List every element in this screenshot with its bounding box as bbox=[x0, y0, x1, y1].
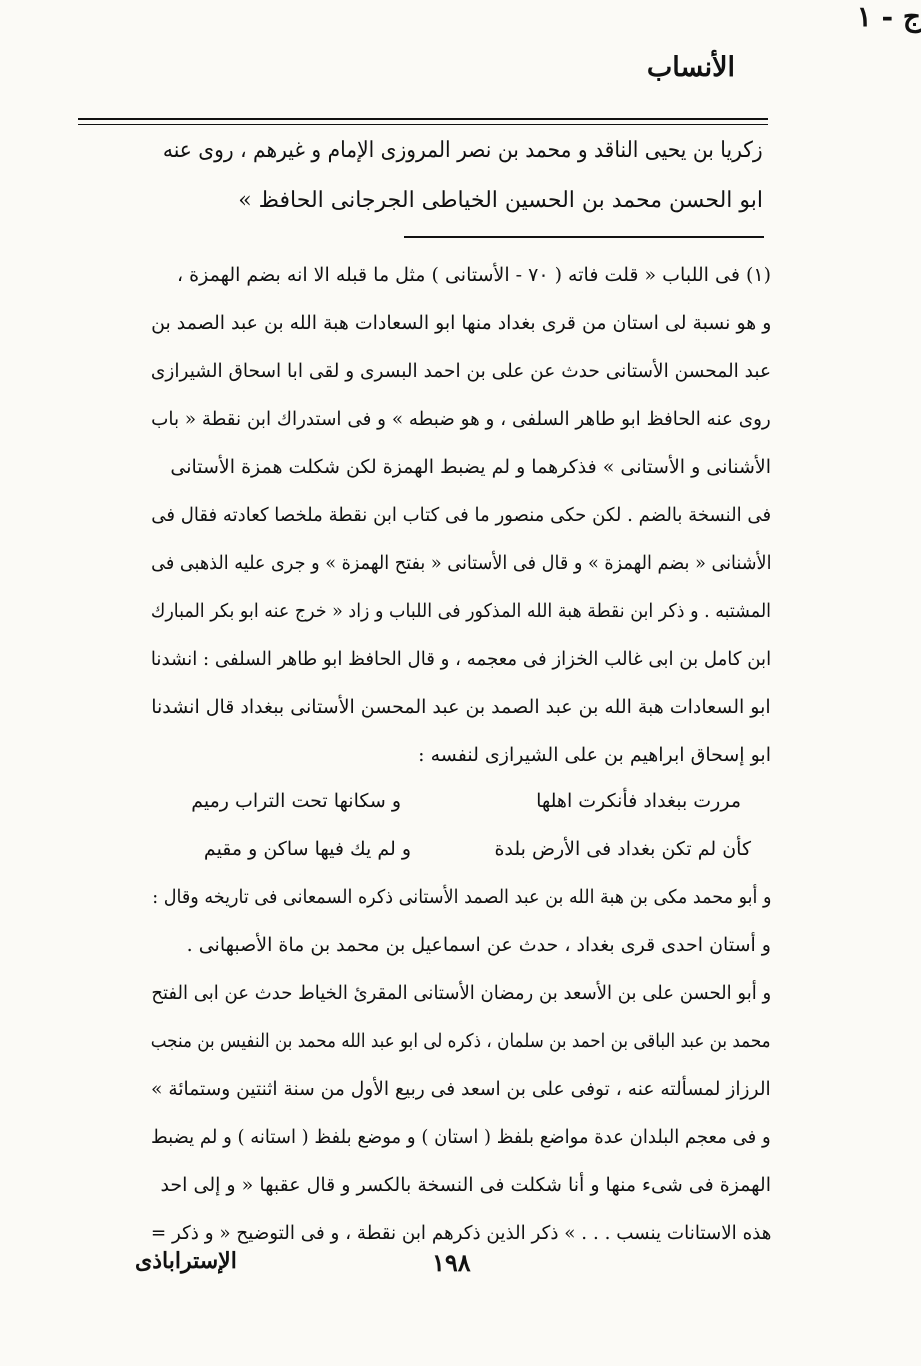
footnote-line: محمد بن عبد الباقى بن احمد بن سلمان ، ذكره لى ابو عبد الله محمد بن النفيس بن منجب bbox=[151, 1030, 771, 1052]
verse-hemistich-first: مررت ببغداد فأنكرت اهلها bbox=[536, 790, 741, 812]
footnote-line: الأشنانى « بضم الهمزة » و قال فى الأستانى « بفتح الهمزة » و جرى عليه الذهبى فى bbox=[150, 552, 771, 574]
footnote-line: و فى معجم البلدان عدة مواضع بلفظ ( استان ) و موضع بلفظ ( استانه ) و لم يضبط bbox=[151, 1126, 771, 1148]
running-title: الأنساب bbox=[646, 52, 735, 83]
footnote-line: ابو السعادات هبة الله بن عبد الصمد بن عبد المحسن الأستانى ببغداد قال انشدنا bbox=[151, 696, 771, 718]
volume-label: ج - ١ bbox=[856, 0, 921, 33]
verse-hemistich-first: كأن لم تكن بغداد فى الأرض بلدة bbox=[494, 838, 751, 860]
footnote-line: الرزاز لمسألته عنه ، توفى على بن اسعد فى ربيع الأول من سنة اثنتين وستمائة » bbox=[151, 1078, 771, 1100]
verse-hemistich-second: و سكانها تحت التراب رميم bbox=[191, 790, 401, 812]
footnote-line: (١) فى اللباب « قلت فاته ( ٧٠ - الأستانى ) مثل ما قبله الا انه بضم الهمزة ، bbox=[176, 264, 771, 286]
footnote-line: ابن كامل بن ابى غالب الخزاز فى معجمه ، و قال الحافظ ابو طاهر السلفى : انشدنا bbox=[150, 648, 771, 670]
footnote-line: عبد المحسن الأستانى حدث عن على بن احمد البسرى و لقى ابا اسحاق الشيرازى bbox=[150, 360, 771, 382]
main-text-line: ابو الحسن محمد بن الحسين الخياطى الجرجانى الحافظ » bbox=[238, 188, 763, 213]
footnote-line: و أبو الحسن على بن الأسعد بن رمضان الأستانى المقرئ الخياط حدث عن ابى الفتح bbox=[151, 982, 771, 1004]
footnote-line: الهمزة فى شىء منها و أنا شكلت فى النسخة بالكسر و قال عقبها « و إلى احد bbox=[160, 1174, 771, 1196]
footnote-line: الأشنانى و الأستانى » فذكرهما و لم يضبط الهمزة لكن شكلت همزة الأستانى bbox=[170, 456, 771, 478]
footnote-line: المشتبه . و ذكر ابن نقطة هبة الله المذكور فى اللباب و زاد « خرج عنه ابو بكر المبارك bbox=[150, 600, 771, 622]
header-rule-thin bbox=[78, 124, 768, 125]
footnote-line: روى عنه الحافظ ابو طاهر السلفى ، و هو ضبطه » و فى استدراك ابن نقطة « باب bbox=[151, 408, 771, 430]
footnote-line: و أبو محمد مكى بن هبة الله بن عبد الصمد الأستانى ذكره السمعانى فى تاريخه وقال : bbox=[151, 886, 771, 908]
page-number: ١٩٨ bbox=[432, 1248, 471, 1277]
verse-hemistich-second: و لم يك فيها ساكن و مقيم bbox=[203, 838, 411, 860]
footnote-line: ابو إسحاق ابراهيم بن على الشيرازى لنفسه : bbox=[418, 744, 771, 766]
footnote-separator bbox=[404, 236, 764, 238]
footnote-line: و هو نسبة لى استان من قرى بغداد منها ابو السعادات هبة الله بن عبد الصمد بن bbox=[150, 312, 771, 334]
footnote-line: فى النسخة بالضم . لكن حكى منصور ما فى كتاب ابن نقطة ملخصا كعادته فقال فى bbox=[151, 504, 771, 526]
header-rule bbox=[78, 118, 768, 120]
footnote-line: و أستان احدى قرى بغداد ، حدث عن اسماعيل بن محمد بن ماة الأصبهانى . bbox=[186, 934, 771, 956]
main-text-line: زكريا بن يحيى الناقد و محمد بن نصر المروزى الإمام و غيرهم ، روى عنه bbox=[163, 138, 763, 163]
author-signature: الإستراباذى bbox=[135, 1248, 237, 1274]
footnote-line: هذه الاستانات ينسب . . . » ذكر الذين ذكرهم ابن نقطة ، و فى التوضيح « و ذكر = bbox=[150, 1222, 771, 1244]
